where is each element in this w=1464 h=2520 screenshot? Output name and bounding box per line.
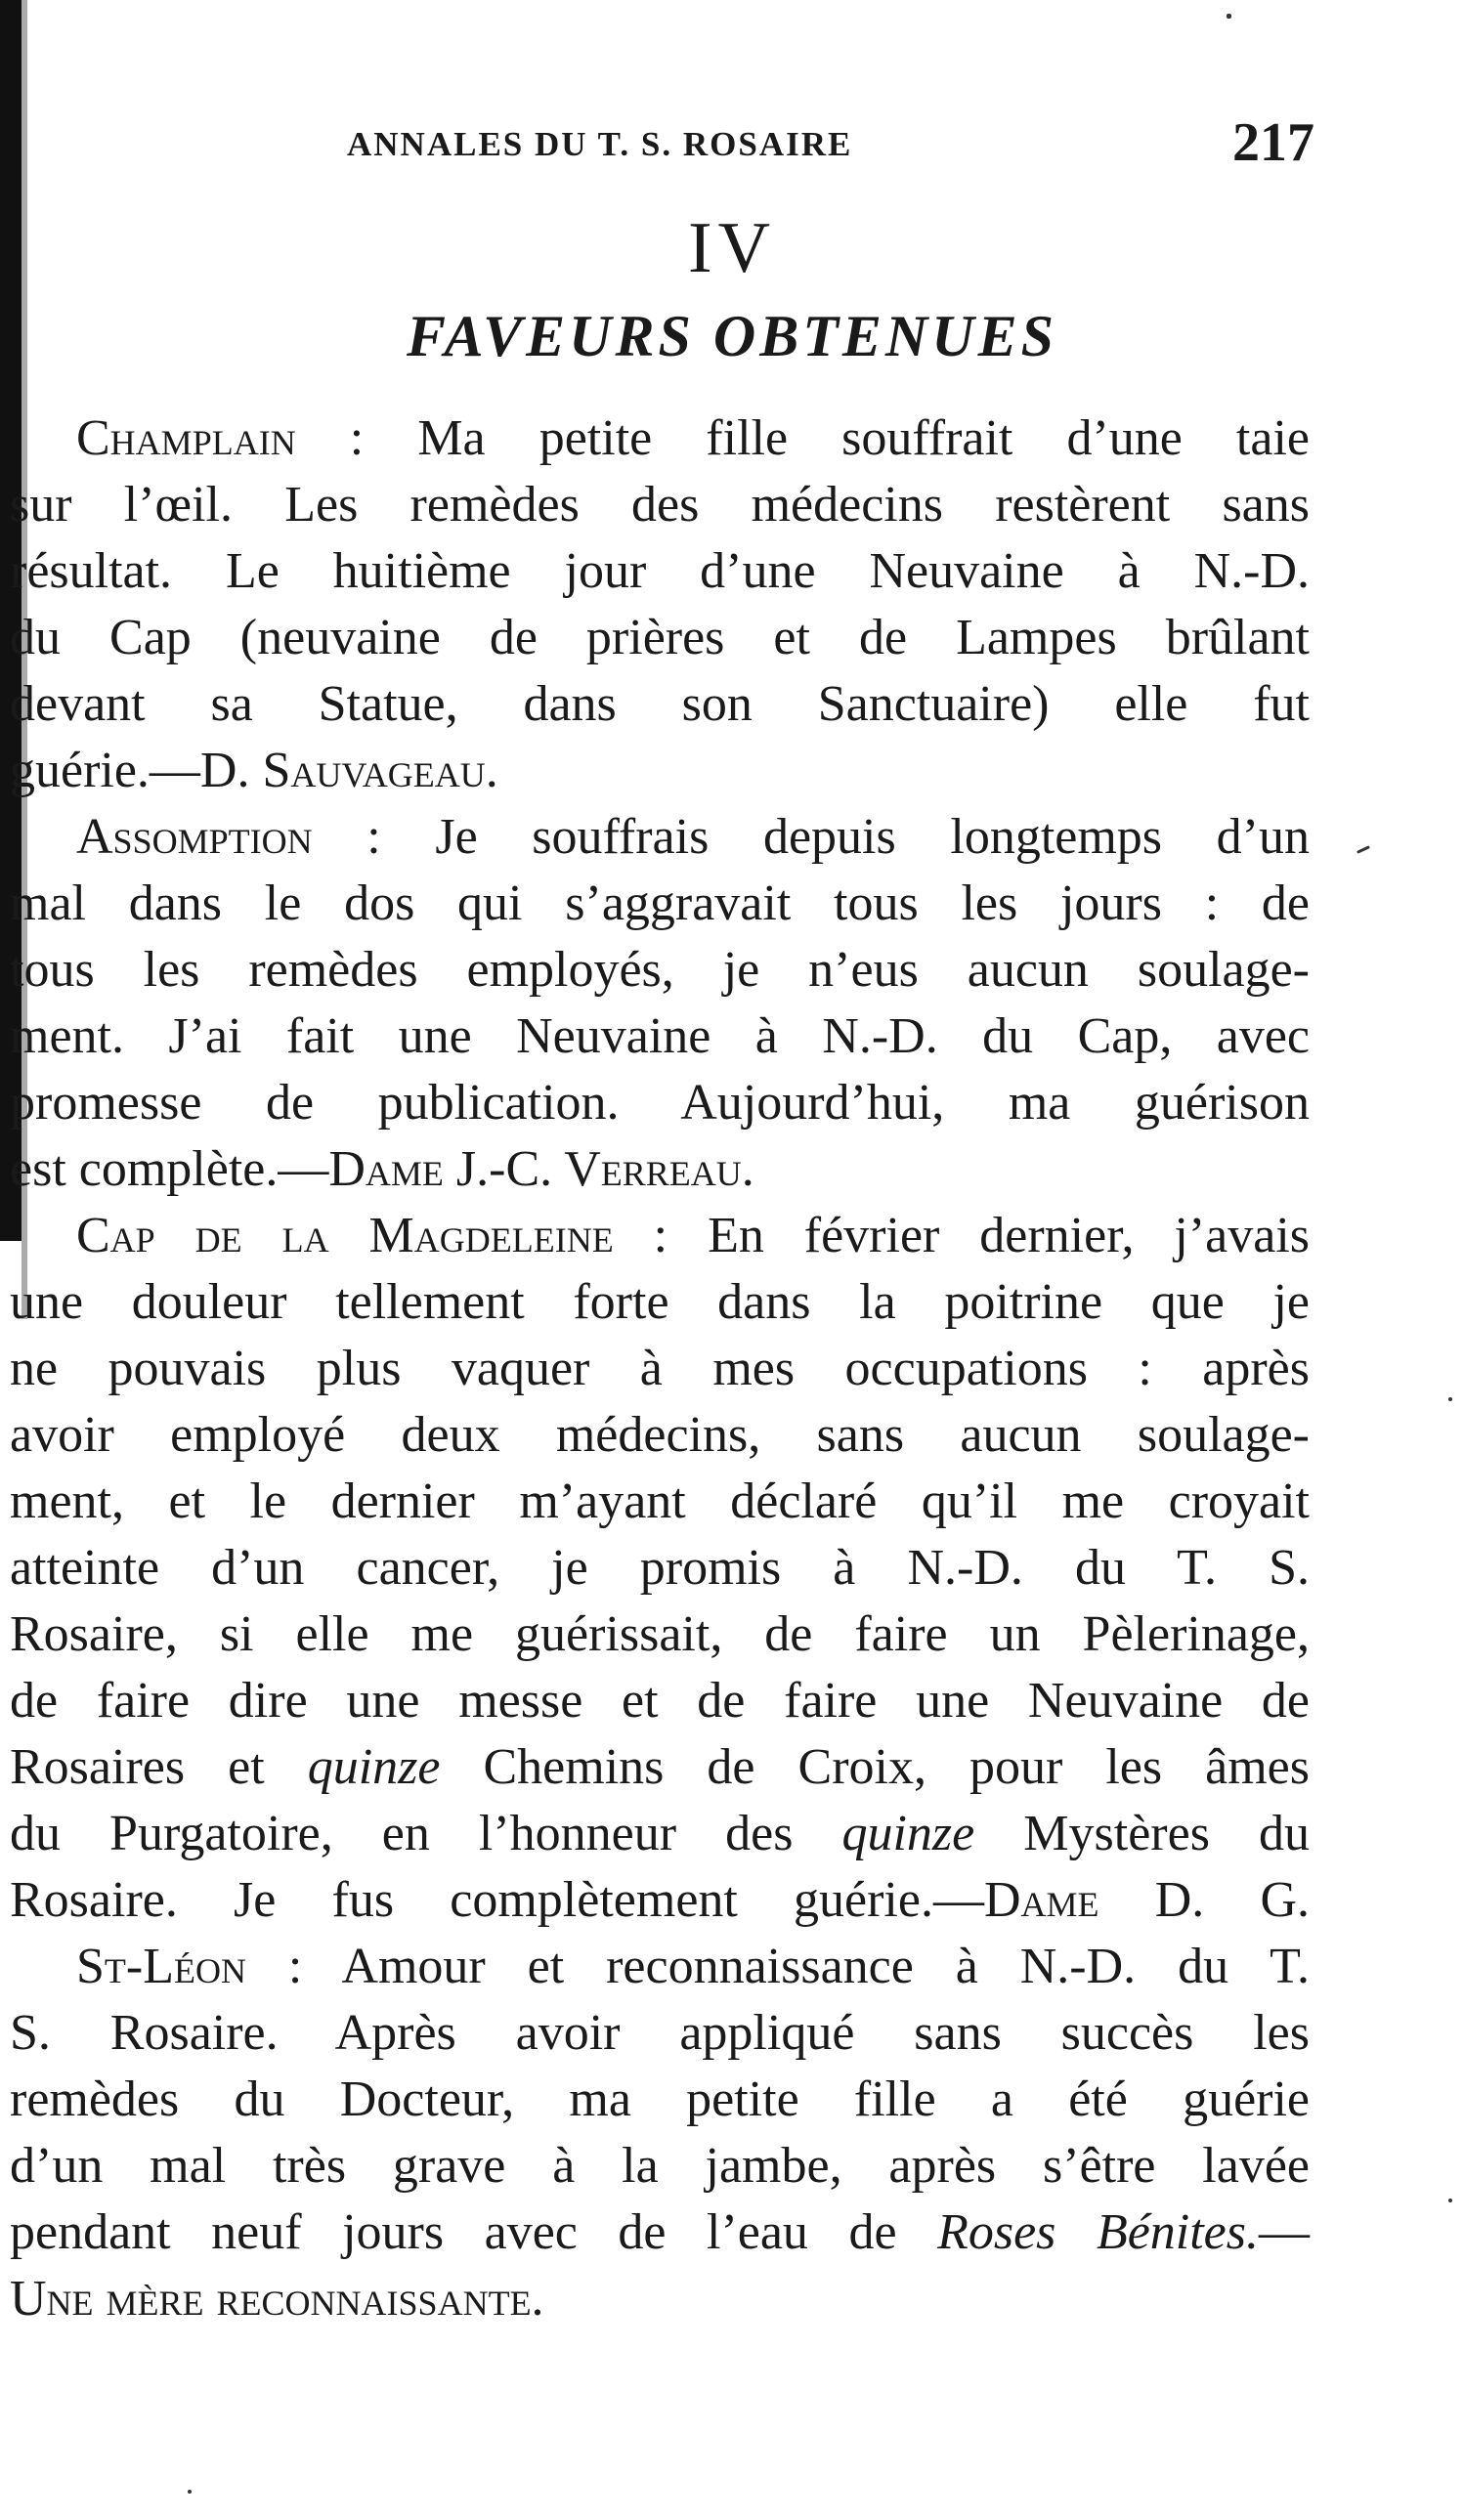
text-segment: : Je souffrais depuis longtemps d’un: [312, 809, 1310, 865]
text-segment: Chemins de Croix, pour les âmes: [440, 1739, 1310, 1795]
text-segment: Rosaires et: [10, 1739, 308, 1795]
text-line: d’un mal très grave à la jambe, après s’être lavée: [10, 2138, 1310, 2194]
text-line: [0, 1867, 1310, 1934]
signature: Sauvageau.: [262, 743, 498, 798]
text-segment: —: [1259, 2204, 1311, 2260]
text-line: avoir employé deux médecins, sans aucun soulage-: [10, 1407, 1310, 1463]
text-line: sur l’œil. Les remèdes des médecins restèrent sans: [10, 477, 1310, 533]
text-line: remèdes du Docteur, ma petite fille a été guérie: [10, 2072, 1310, 2127]
text-segment: guérie.—D.: [10, 743, 263, 798]
text-line: [0, 1734, 1310, 1801]
ink-speck: [1227, 14, 1231, 19]
italic-word: quinze: [307, 1739, 441, 1795]
text-line: du Cap (neuvaine de prières et de Lampes brûlant: [10, 610, 1310, 665]
text-line: devant sa Statue, dans son Sanctuaire) elle fut: [10, 676, 1310, 732]
text-line: [0, 1136, 1310, 1203]
running-head: ANNALES DU T. S. ROSAIRE: [347, 125, 853, 163]
text-segment: Rosaire. Je fus complètement guérie.—: [10, 1872, 984, 1928]
text-line: de faire dire une messe et de faire une Neuvaine de: [10, 1673, 1310, 1729]
place-name: Cap de la Magdeleine: [76, 1208, 614, 1263]
page-header: [347, 112, 1314, 178]
ink-speck: [188, 2490, 192, 2494]
text-segment: : Ma petite fille souffrait d’une taie: [295, 410, 1310, 466]
signature: Une mère reconnaissante.: [10, 2271, 544, 2327]
text-line: une douleur tellement forte dans la poitrine que je: [10, 1274, 1310, 1330]
text-line: [0, 2200, 1310, 2266]
signature: Dame J.-C. Verreau.: [328, 1141, 754, 1197]
text-line: [0, 1203, 1310, 1269]
text-line: [0, 738, 1310, 804]
text-line: [0, 804, 1310, 871]
text-line: atteinte d’un cancer, je promis à N.-D. du T. S.: [10, 1540, 1310, 1596]
italic-word: quinze: [841, 1806, 975, 1861]
page-number: 217: [1232, 112, 1314, 173]
ink-speck: [1356, 845, 1370, 854]
text-segment: pendant neuf jours avec de l’eau de: [10, 2204, 938, 2260]
text-line: [0, 406, 1310, 472]
text-line: tous les remèdes employés, je n’eus aucun soulage-: [10, 942, 1310, 998]
text-line: mal dans le dos qui s’aggravait tous les jours : de: [10, 876, 1310, 931]
text-line: ment, et le dernier m’ayant déclaré qu’il me croyait: [10, 1474, 1310, 1529]
text-segment: : Amour et reconnaissance à N.-D. du T.: [245, 1939, 1310, 1994]
text-line: [0, 1801, 1310, 1867]
section-number: IV: [687, 208, 777, 288]
text-line: ment. J’ai fait une Neuvaine à N.-D. du Cap, avec: [10, 1008, 1310, 1064]
text-line: S. Rosaire. Après avoir appliqué sans succès les: [10, 2005, 1310, 2061]
text-line: [0, 1934, 1310, 2000]
place-name: Assomption: [76, 809, 313, 865]
text-line: ne pouvais plus vaquer à mes occupations : après: [10, 1341, 1310, 1396]
text-line: promesse de publication. Aujourd’hui, ma guérison: [10, 1075, 1310, 1131]
section-title: FAVEURS OBTENUES: [407, 304, 1057, 368]
ink-speck: [1448, 1397, 1452, 1401]
text-line: Rosaire, si elle me guérissait, de faire un Pèlerinage,: [10, 1606, 1310, 1662]
text-segment: est complète.—: [10, 1141, 329, 1197]
text-segment: Mystères du: [974, 1806, 1310, 1861]
text-line: [0, 2266, 1310, 2332]
signature: Dame D. G.: [983, 1872, 1311, 1928]
text-segment: du Purgatoire, en l’honneur des: [10, 1806, 842, 1861]
text-line: résultat. Le huitième jour d’une Neuvaine à N.-D.: [10, 543, 1310, 599]
text-segment: : En février dernier, j’avais: [613, 1208, 1310, 1263]
ink-speck: [1448, 2199, 1452, 2202]
place-name: St-Léon: [76, 1939, 246, 1994]
italic-phrase: Roses Bénites.: [937, 2204, 1260, 2260]
place-name: Champlain: [76, 410, 296, 466]
body-text: [0, 406, 1310, 2332]
